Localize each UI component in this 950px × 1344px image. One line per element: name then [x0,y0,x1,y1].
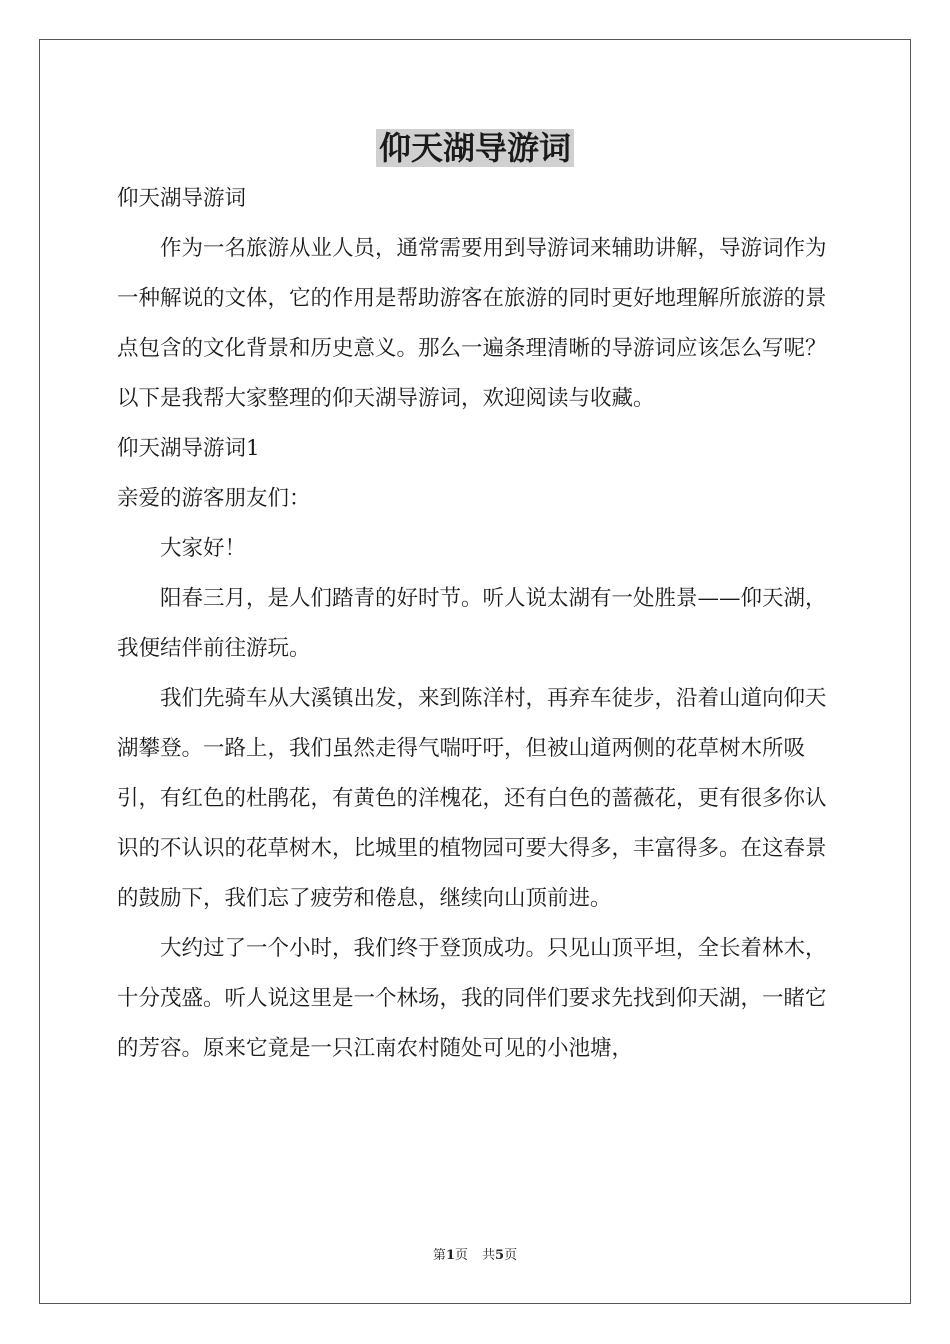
total-unit: 页 [504,1248,518,1263]
page-current: 1 [445,1248,455,1263]
intro-paragraph: 作为一名旅游从业人员，通常需要用到导游词来辅助讲解，导游词作为一种解说的文体，它的作用是帮助游客在旅游的同时更好地理解所旅游的景点包含的文化背景和历史意义。那么一遍条理清晰的导游词应该怎么写呢？以下是我帮大家整理的仰天湖导游词，欢迎阅读与收藏。 [117,236,827,411]
page-total: 5 [495,1248,505,1263]
document-title [0,126,950,170]
greeting: 大家好！ [160,536,247,561]
total-prefix: 共 [482,1248,496,1263]
document-body [117,174,833,1074]
salutation: 亲爱的游客朋友们： [117,486,311,511]
body-paragraph-2: 我们先骑车从大溪镇出发，来到陈洋村，再弃车徒步，沿着山道向仰天湖攀登。一路上，我们虽然走得气喘吁吁，但被山道两侧的花草树木所吸引，有红色的杜鹃花，有黄色的洋槐花，还有白色的蔷薇花，更有很多你认识的不认识的花草树木，比城里的植物园可要大得多，丰富得多。在这春景的鼓励下，我们忘了疲劳和倦息，继续向山顶前进。 [117,686,827,911]
body-paragraph-1: 阳春三月，是人们踏青的好时节。听人说太湖有一处胜景——仰天湖，我便结伴前往游玩。 [117,586,827,661]
page-prefix: 第 [432,1248,446,1263]
page-footer [0,1247,950,1265]
document-title-text: 仰天湖导游词 [376,129,574,167]
section-heading: 仰天湖导游词1 [117,436,260,461]
body-paragraph-3: 大约过了一个小时，我们终于登顶成功。只见山顶平坦，全长着林木，十分茂盛。听人说这里是一个林场，我的同伴们要求先找到仰天湖，一睹它的芳容。原来它竟是一只江南农村随处可见的小池塘， [117,936,827,1061]
page-unit: 页 [454,1248,468,1263]
subtitle-line: 仰天湖导游词 [117,186,247,211]
